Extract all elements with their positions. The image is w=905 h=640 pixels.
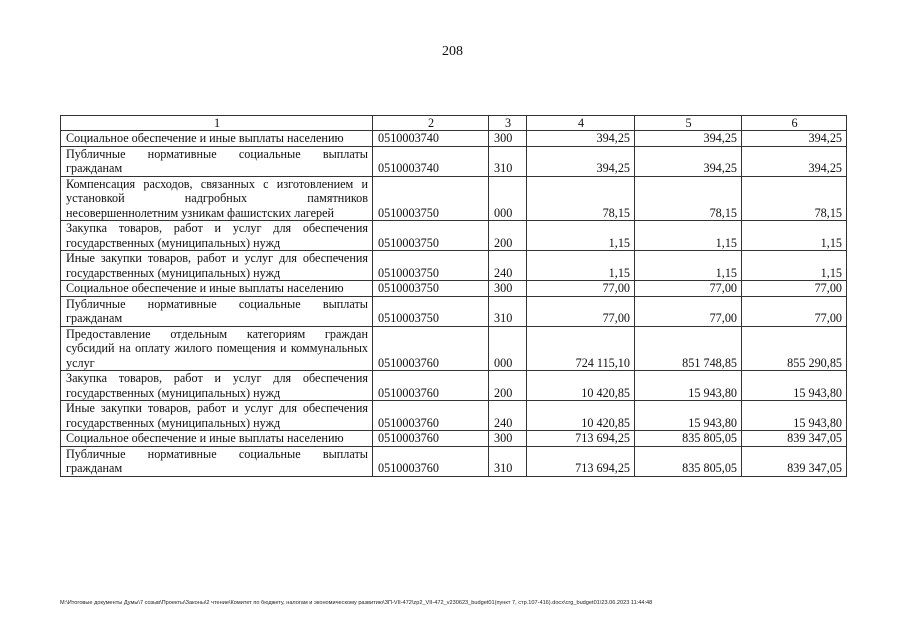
budget-table [60,115,847,477]
row-expense-type: 310 [489,446,527,476]
row-name: Публичные нормативные социальные выплаты гражданам [61,296,373,326]
row-expense-type: 000 [489,326,527,371]
row-code: 0510003740 [373,146,489,176]
col-header-5: 5 [635,116,742,131]
row-value-2: 15 943,80 [635,401,742,431]
page-number: 208 [442,44,463,59]
row-value-2: 394,25 [635,131,742,147]
row-value-2: 835 805,05 [635,431,742,447]
row-expense-type: 240 [489,251,527,281]
row-code: 0510003740 [373,131,489,147]
row-name: Социальное обеспечение и иные выплаты населению [61,431,373,447]
table-row [61,446,847,476]
row-value-3: 15 943,80 [742,401,847,431]
row-value-1: 10 420,85 [527,371,635,401]
row-value-2: 394,25 [635,146,742,176]
row-name: Публичные нормативные социальные выплаты гражданам [61,446,373,476]
table-row [61,401,847,431]
row-expense-type: 240 [489,401,527,431]
row-value-3: 78,15 [742,176,847,221]
row-value-2: 835 805,05 [635,446,742,476]
row-value-3: 394,25 [742,146,847,176]
row-value-1: 394,25 [527,131,635,147]
row-code: 0510003760 [373,401,489,431]
table-row [61,371,847,401]
row-code: 0510003760 [373,371,489,401]
row-expense-type: 300 [489,431,527,447]
row-value-1: 1,15 [527,221,635,251]
row-name: Социальное обеспечение и иные выплаты населению [61,131,373,147]
row-expense-type: 300 [489,131,527,147]
row-code: 0510003750 [373,221,489,251]
row-code: 0510003760 [373,431,489,447]
table-row [61,431,847,447]
row-value-1: 77,00 [527,281,635,297]
row-expense-type: 200 [489,371,527,401]
row-value-2: 77,00 [635,281,742,297]
row-value-3: 855 290,85 [742,326,847,371]
row-value-2: 15 943,80 [635,371,742,401]
table-row [61,281,847,297]
row-name: Закупка товаров, работ и услуг для обеспечения государственных (муниципальных) нужд [61,371,373,401]
row-value-2: 851 748,85 [635,326,742,371]
table-row [61,131,847,147]
row-code: 0510003760 [373,446,489,476]
row-expense-type: 300 [489,281,527,297]
row-expense-type: 310 [489,296,527,326]
row-value-1: 78,15 [527,176,635,221]
row-value-2: 1,15 [635,251,742,281]
row-code: 0510003760 [373,326,489,371]
row-value-3: 839 347,05 [742,446,847,476]
row-value-1: 394,25 [527,146,635,176]
table-row [61,251,847,281]
col-header-2: 2 [373,116,489,131]
row-value-2: 1,15 [635,221,742,251]
row-code: 0510003750 [373,296,489,326]
header-row [61,116,847,131]
row-value-1: 77,00 [527,296,635,326]
row-name: Публичные нормативные социальные выплаты гражданам [61,146,373,176]
table-row [61,221,847,251]
row-code: 0510003750 [373,251,489,281]
file-path-footer: M:\Итоговые документы Думы\7 созыв\Проекты\Законы\2 чтение\Комитет по бюджету, налогам и экономическому развитию\ЗП-VII-472\zp2_VII-472_v230623_budget01(пункт 7, стр.107-416).docx\crg_budget01\23.06.2023 11:44:48 [60,600,653,606]
row-value-1: 713 694,25 [527,431,635,447]
row-name: Иные закупки товаров, работ и услуг для обеспечения государственных (муниципальных) нужд [61,401,373,431]
table-row [61,296,847,326]
row-value-1: 10 420,85 [527,401,635,431]
table-row [61,176,847,221]
row-value-3: 839 347,05 [742,431,847,447]
row-name: Закупка товаров, работ и услуг для обеспечения государственных (муниципальных) нужд [61,221,373,251]
row-name: Иные закупки товаров, работ и услуг для обеспечения государственных (муниципальных) нужд [61,251,373,281]
row-value-1: 713 694,25 [527,446,635,476]
row-value-3: 77,00 [742,296,847,326]
row-expense-type: 310 [489,146,527,176]
row-expense-type: 000 [489,176,527,221]
row-name: Социальное обеспечение и иные выплаты населению [61,281,373,297]
row-expense-type: 200 [489,221,527,251]
row-name: Компенсация расходов, связанных с изготовлением и установкой надгробных памятников несовершеннолетним узникам фашистских лагерей [61,176,373,221]
row-value-3: 394,25 [742,131,847,147]
table-row [61,326,847,371]
row-value-3: 77,00 [742,281,847,297]
col-header-6: 6 [742,116,847,131]
table-row [61,146,847,176]
col-header-4: 4 [527,116,635,131]
row-value-3: 1,15 [742,251,847,281]
row-value-1: 1,15 [527,251,635,281]
row-value-2: 77,00 [635,296,742,326]
row-value-1: 724 115,10 [527,326,635,371]
col-header-3: 3 [489,116,527,131]
row-value-3: 15 943,80 [742,371,847,401]
row-value-2: 78,15 [635,176,742,221]
row-code: 0510003750 [373,176,489,221]
row-value-3: 1,15 [742,221,847,251]
row-code: 0510003750 [373,281,489,297]
row-name: Предоставление отдельным категориям граждан субсидий на оплату жилого помещения и коммунальных услуг [61,326,373,371]
col-header-1: 1 [61,116,373,131]
